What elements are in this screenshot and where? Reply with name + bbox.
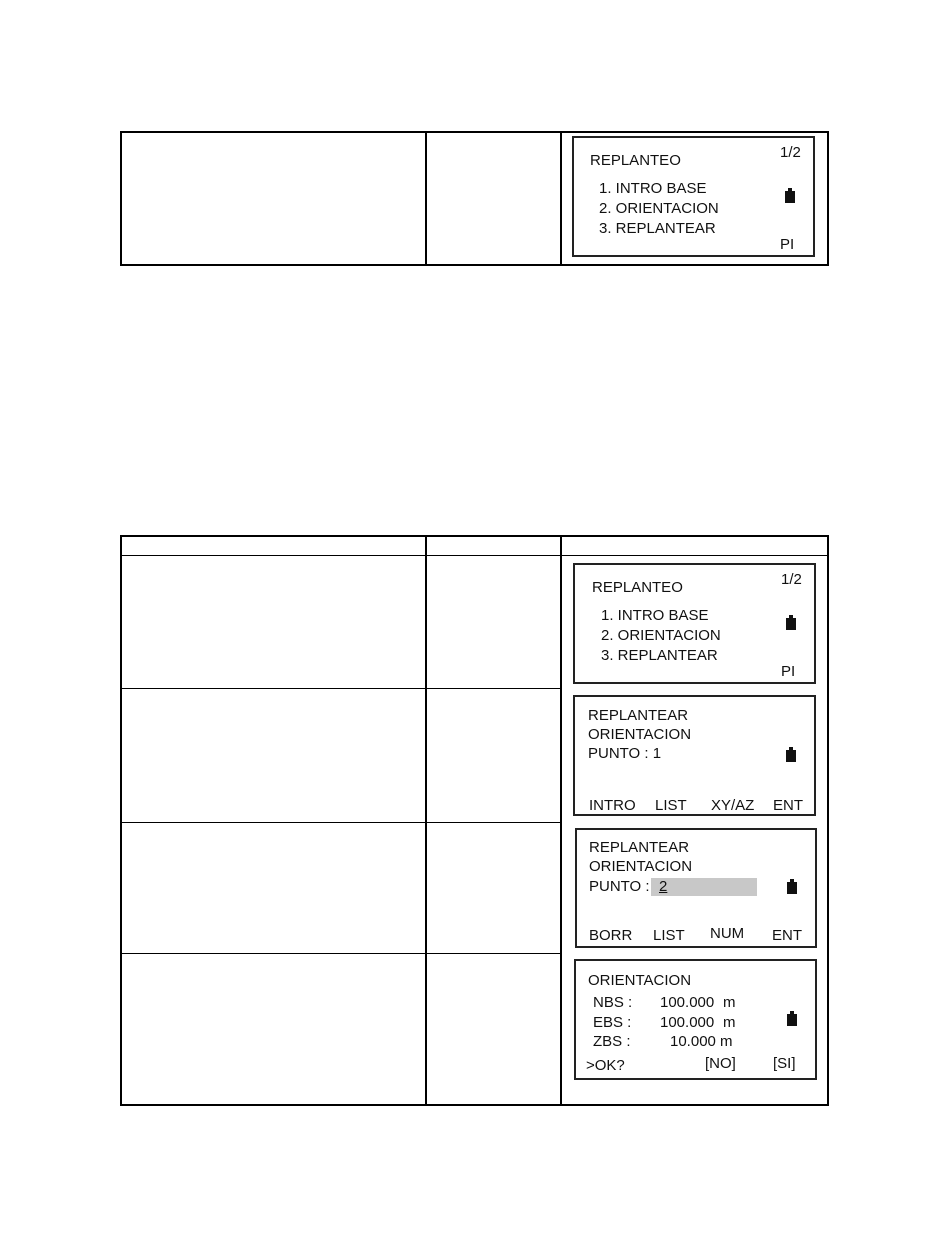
menu-item-replantear: 3. REPLANTEAR: [601, 647, 718, 664]
coord-value-nbs: 100.000: [660, 994, 715, 1011]
top-table-divider-2: [560, 131, 562, 266]
softkey-ent: ENT: [773, 797, 803, 814]
coord-label-zbs: ZBS :: [593, 1033, 631, 1050]
screen-title: REPLANTEO: [592, 579, 683, 596]
bottom-table-row-line-2: [120, 822, 562, 823]
lcd-screen-orientacion-punto: [573, 695, 816, 816]
screen-line-replantear: REPLANTEAR: [589, 839, 690, 856]
coord-value-zbs: 10.000: [670, 1033, 716, 1050]
bottom-table-row-line-3: [120, 953, 562, 954]
bottom-table-divider-2: [560, 535, 562, 1106]
lcd-screen-replanteo-menu-top: [572, 136, 815, 257]
softkey-num: NUM: [710, 925, 745, 942]
punto-input-value: 2: [659, 878, 668, 895]
menu-item-orientacion: 2. ORIENTACION: [599, 200, 719, 217]
battery-icon: [785, 191, 795, 203]
softkey-intro: INTRO: [589, 797, 636, 814]
coord-label-ebs: EBS :: [593, 1014, 632, 1031]
ok-prompt: >OK?: [586, 1057, 625, 1074]
battery-icon: [786, 618, 796, 630]
menu-item-replantear: 3. REPLANTEAR: [599, 220, 716, 237]
menu-item-intro-base: 1. INTRO BASE: [601, 607, 709, 624]
coord-label-nbs: NBS :: [593, 994, 633, 1011]
battery-icon: [787, 882, 797, 894]
top-table-divider-1: [425, 131, 427, 266]
mode-indicator: PI: [780, 236, 795, 253]
lcd-screen-orientacion-coords: [574, 959, 817, 1080]
softkey-no: [NO]: [705, 1055, 736, 1072]
lcd-screen-replanteo-menu: [573, 563, 816, 684]
battery-icon: [787, 1014, 797, 1026]
bottom-table-divider-1: [425, 535, 427, 1106]
softkey-xy-az: XY/AZ: [711, 797, 755, 814]
coord-unit-nbs: m: [723, 994, 736, 1011]
bottom-table-header-line: [120, 555, 829, 556]
lcd-screen-punto-entry: [575, 828, 817, 948]
bottom-table-row-line-1: [120, 688, 562, 689]
coord-unit-zbs: m: [720, 1033, 733, 1050]
page-indicator: 1/2: [780, 144, 801, 161]
softkey-ent: ENT: [772, 927, 802, 944]
punto-label: PUNTO :: [589, 878, 650, 895]
screen-title: REPLANTEO: [590, 152, 681, 169]
softkey-si: [SI]: [773, 1055, 796, 1072]
menu-item-orientacion: 2. ORIENTACION: [601, 627, 721, 644]
mode-indicator: PI: [781, 663, 796, 680]
softkey-borr: BORR: [589, 927, 633, 944]
screen-title: ORIENTACION: [588, 972, 692, 989]
menu-item-intro-base: 1. INTRO BASE: [599, 180, 707, 197]
punto-field: PUNTO : 1: [588, 745, 662, 762]
softkey-list: LIST: [653, 927, 685, 944]
coord-value-ebs: 100.000: [660, 1014, 715, 1031]
softkey-list: LIST: [655, 797, 687, 814]
screen-line-orientacion: ORIENTACION: [589, 858, 693, 875]
screen-line-replantear: REPLANTEAR: [588, 707, 689, 724]
page-indicator: 1/2: [781, 571, 802, 588]
coord-unit-ebs: m: [723, 1014, 736, 1031]
screen-line-orientacion: ORIENTACION: [588, 726, 692, 743]
battery-icon: [786, 750, 796, 762]
